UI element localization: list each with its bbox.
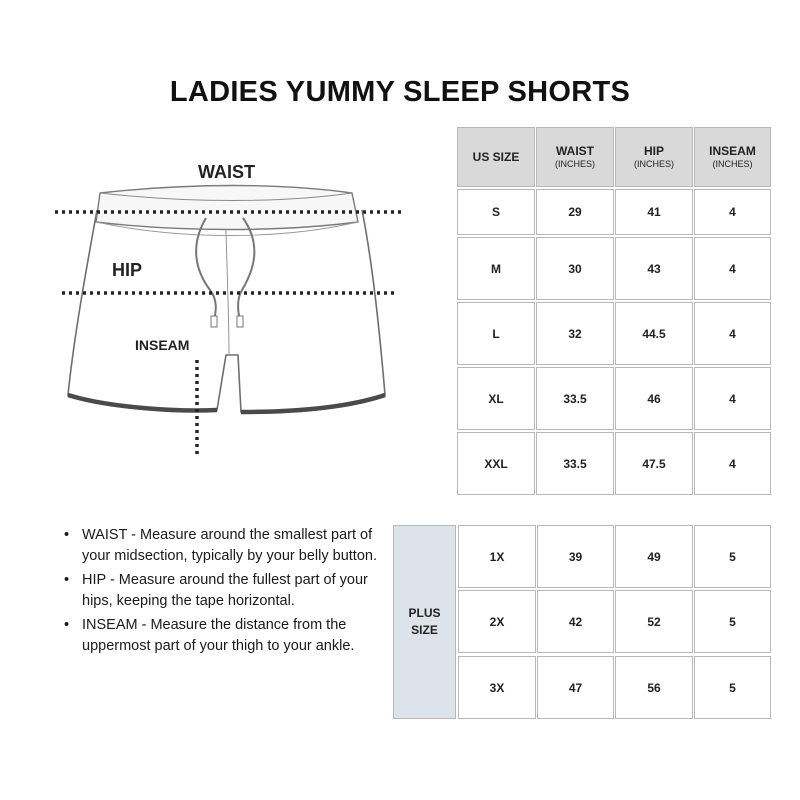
instruction-item — [64, 570, 384, 612]
hip-cell: 41 — [615, 189, 693, 235]
header-title: INSEAM — [709, 144, 756, 159]
hip-cell: 43 — [615, 237, 693, 300]
inseam-cell: 4 — [694, 189, 771, 235]
size-cell: XXL — [457, 432, 535, 495]
bullet-icon: • — [64, 572, 70, 588]
hip-cell: 47.5 — [615, 432, 693, 495]
size-cell: 3X — [458, 656, 536, 719]
header-hip — [615, 127, 693, 187]
bullet-icon: • — [64, 527, 70, 543]
size-cell: 2X — [458, 590, 536, 653]
plus-label-line: PLUS — [408, 605, 441, 620]
waist-cell: 42 — [537, 590, 614, 653]
inseam-cell: 5 — [694, 656, 771, 719]
header-title: HIP — [643, 144, 664, 159]
waistband — [96, 186, 358, 230]
inseam-cell: 5 — [694, 590, 771, 653]
waist-cell: 32 — [536, 302, 614, 365]
instruction-item — [64, 525, 384, 567]
bullet-icon: • — [64, 617, 70, 633]
header-unit: (INCHES) — [712, 158, 753, 169]
size-cell: M — [457, 237, 535, 300]
header-unit: (INCHES) — [634, 158, 674, 169]
header-unit: (INCHES) — [555, 158, 595, 169]
instruction-text: HIP - Measure around the fullest part of your hips, keeping the tape horizontal. — [82, 572, 368, 609]
header-waist — [536, 127, 614, 187]
plus-size-label — [393, 525, 456, 719]
inseam-cell: 4 — [694, 302, 771, 365]
waist-label: WAIST — [198, 162, 255, 182]
size-cell: 1X — [458, 525, 536, 588]
waist-cell: 29 — [536, 189, 614, 235]
inseam-cell: 4 — [694, 367, 771, 430]
hip-cell: 49 — [615, 525, 693, 588]
instruction-text: INSEAM - Measure the distance from the uppermost part of your thigh to your ankle. — [82, 617, 355, 654]
instruction-item — [64, 615, 384, 657]
page-title: LADIES YUMMY SLEEP SHORTS — [169, 76, 631, 108]
inseam-cell: 4 — [694, 432, 771, 495]
waist-cell: 33.5 — [536, 432, 614, 495]
waist-cell: 39 — [537, 525, 614, 588]
header-title: WAIST — [556, 144, 594, 159]
waist-cell: 33.5 — [536, 367, 614, 430]
size-cell: S — [457, 189, 535, 235]
measurement-instructions — [64, 525, 384, 660]
instruction-text: WAIST - Measure around the smallest part of your midsection, typically by your belly button. — [82, 527, 377, 564]
hip-cell: 56 — [615, 656, 693, 719]
hip-label: HIP — [112, 260, 143, 280]
right-aglet — [237, 316, 243, 327]
inseam-cell: 4 — [694, 237, 771, 300]
hip-cell: 52 — [615, 590, 693, 653]
waist-cell: 47 — [537, 656, 614, 719]
header-us-size — [457, 127, 535, 187]
plus-label-line: SIZE — [411, 623, 438, 637]
inseam-cell: 5 — [694, 525, 771, 588]
size-cell: L — [457, 302, 535, 365]
header-inseam — [694, 127, 771, 187]
hip-cell: 46 — [615, 367, 693, 430]
shorts-illustration — [40, 150, 420, 470]
waist-cell: 30 — [536, 237, 614, 300]
shorts-diagram — [40, 150, 420, 470]
header-title: US SIZE — [472, 149, 520, 164]
hip-cell: 44.5 — [615, 302, 693, 365]
size-cell: XL — [457, 367, 535, 430]
inseam-label: INSEAM — [135, 337, 190, 353]
left-aglet — [211, 316, 217, 327]
